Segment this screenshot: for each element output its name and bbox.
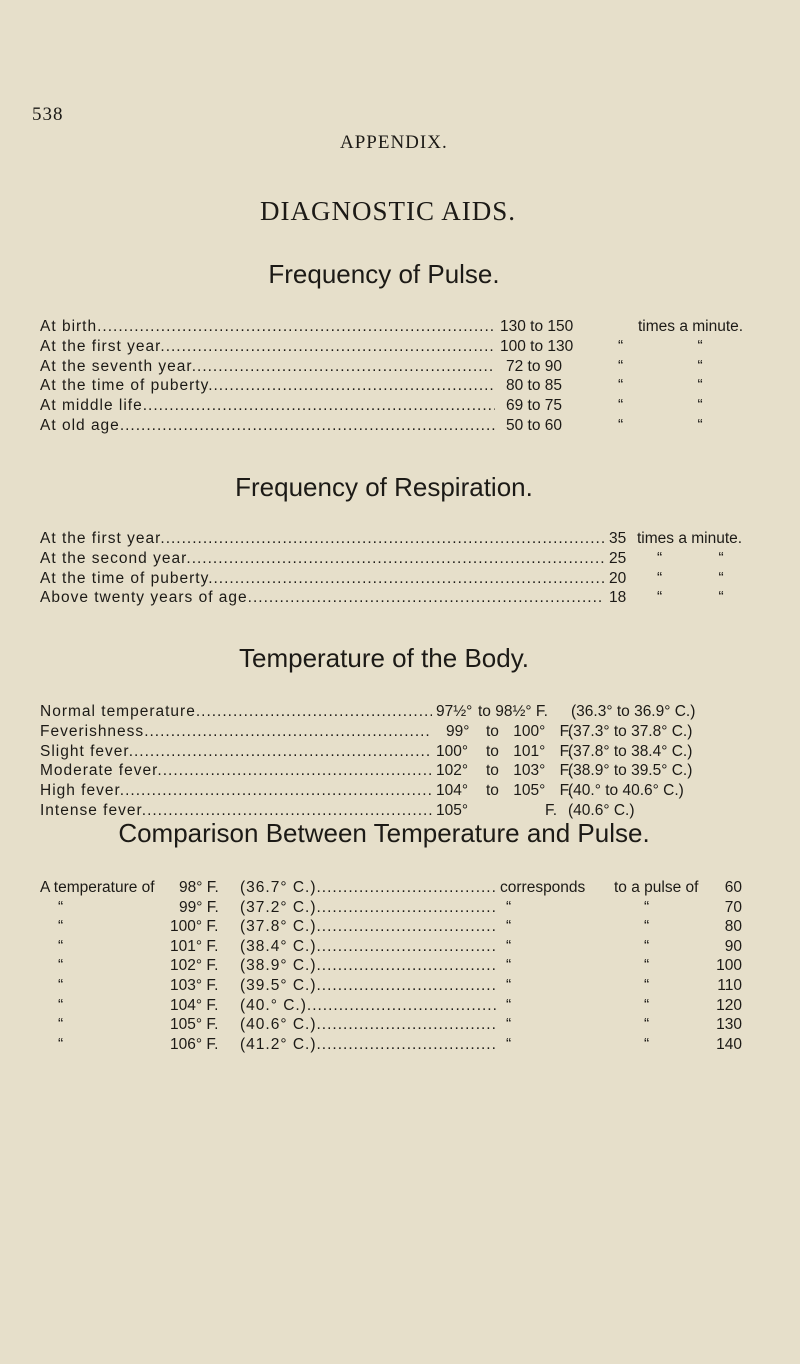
table-row: [40, 762, 800, 782]
page-number: 538: [32, 104, 64, 125]
row-fahrenheit: 100° F.: [170, 918, 219, 936]
row-range: 100 to 130: [500, 337, 574, 355]
row-range: 69 to 75: [506, 397, 563, 415]
table-row: [40, 723, 800, 743]
row-celsius: (41.2° C.): [240, 1035, 317, 1053]
row-mid: “: [644, 898, 650, 916]
row-celsius: (36.3° to 36.9° C.): [571, 703, 696, 720]
table-row: [40, 338, 800, 358]
row-pulse: 130: [716, 1016, 742, 1034]
table-row: [40, 318, 800, 338]
row-value: 20: [609, 569, 627, 587]
temperature-table: [40, 703, 800, 822]
table-row: [40, 938, 800, 958]
table-row: [40, 977, 800, 997]
row-celsius: (38.9° C.): [240, 957, 317, 975]
respiration-section-title: Frequency of Respiration.: [235, 472, 533, 502]
row-fahrenheit: 98° F.: [179, 879, 219, 896]
row-celsius: (37.3° to 37.8° C.): [568, 722, 693, 740]
row-range: 80 to 85: [506, 377, 563, 395]
row-verb: “: [506, 937, 512, 955]
row-from: 104°: [436, 782, 469, 800]
row-mid: to a pulse of: [614, 879, 699, 896]
row-unit: “ “: [657, 549, 724, 567]
row-label: At middle life: [40, 397, 143, 415]
row-verb: “: [506, 957, 512, 975]
main-title: DIAGNOSTIC AIDS.: [259, 196, 516, 226]
row-from: 97½°: [436, 703, 473, 720]
row-lead: “: [58, 996, 64, 1014]
row-to: to 100° F.: [486, 722, 572, 740]
row-fahrenheit: 104° F.: [170, 996, 219, 1014]
row-label: At the time of puberty: [40, 569, 209, 587]
table-row: [40, 1016, 800, 1036]
row-value: 18: [609, 589, 627, 607]
table-row: [40, 377, 800, 397]
table-row: [40, 918, 800, 938]
row-to: to 105° F.: [486, 782, 572, 800]
row-unit: “ “: [618, 416, 703, 434]
table-row: [40, 743, 800, 763]
table-row: [40, 397, 800, 417]
row-lead: “: [58, 976, 64, 994]
row-mid: “: [644, 937, 650, 955]
row-value: 25: [609, 549, 627, 567]
row-fahrenheit: 101° F.: [170, 937, 219, 955]
row-pulse: 110: [717, 976, 742, 994]
row-lead: “: [58, 937, 64, 955]
table-row: [40, 550, 800, 570]
row-label: Intense fever: [40, 801, 142, 819]
row-celsius: (37.2° C.): [240, 898, 317, 916]
row-celsius: (39.5° C.): [240, 976, 317, 994]
running-head: APPENDIX.: [340, 132, 448, 153]
row-label: Moderate fever: [40, 762, 158, 780]
table-row: [40, 997, 800, 1017]
row-fahrenheit: 99° F.: [179, 898, 219, 916]
comparison-table: [40, 879, 800, 1055]
row-verb: “: [506, 976, 512, 994]
table-row: [40, 782, 800, 802]
row-to: to 101° F.: [486, 742, 572, 760]
row-fahrenheit: 103° F.: [170, 976, 219, 994]
row-mid: “: [644, 976, 650, 994]
row-lead: “: [58, 1035, 64, 1053]
row-mid: “: [644, 1035, 650, 1053]
row-lead: “: [58, 957, 64, 975]
row-range: 130 to 150: [500, 318, 574, 335]
row-unit: “ “: [657, 569, 724, 587]
row-mid: “: [644, 918, 650, 936]
row-label: Feverishness: [40, 722, 145, 740]
row-range: 50 to 60: [506, 416, 563, 434]
pulse-section-title: Frequency of Pulse.: [268, 259, 500, 289]
row-celsius: (37.8° to 38.4° C.): [568, 742, 693, 760]
row-from: 105°: [436, 801, 469, 819]
row-celsius: (40.° C.): [240, 996, 307, 1014]
row-label: Above twenty years of age: [40, 589, 248, 607]
row-to: to 103° F.: [486, 762, 572, 780]
row-pulse: 80: [724, 918, 742, 936]
row-from: 99°: [446, 722, 470, 740]
row-pulse: 90: [724, 937, 742, 955]
row-pulse: 140: [716, 1035, 742, 1053]
row-to: to 98½° F.: [478, 703, 548, 720]
table-row: [40, 899, 800, 919]
row-celsius: (38.9° to 39.5° C.): [568, 762, 693, 780]
row-lead: “: [58, 898, 64, 916]
row-lead: “: [58, 918, 64, 936]
table-row: [40, 570, 800, 590]
row-unit: times a minute.: [637, 530, 743, 547]
table-row: [40, 358, 800, 378]
table-row: [40, 530, 800, 550]
table-row: [40, 1036, 800, 1056]
row-celsius: (40.6° C.): [240, 1016, 317, 1034]
row-label: Slight fever: [40, 742, 129, 760]
row-label: Normal temperature: [40, 703, 196, 720]
row-unit: “ “: [618, 337, 703, 355]
table-row: [40, 879, 800, 899]
row-celsius: (38.4° C.): [240, 937, 317, 955]
row-fahrenheit: 102° F.: [170, 957, 219, 975]
row-label: At the first year: [40, 337, 161, 355]
row-celsius: (40.6° C.): [568, 801, 635, 819]
row-fahrenheit: 106° F.: [170, 1035, 219, 1053]
table-row: [40, 417, 800, 437]
row-pulse: 70: [724, 898, 742, 916]
row-label: At birth: [40, 318, 98, 335]
row-fahrenheit: 105° F.: [170, 1016, 219, 1034]
row-verb: “: [506, 918, 512, 936]
row-lead: A temperature of: [40, 879, 155, 896]
row-unit: “ “: [618, 397, 703, 415]
row-unit: “ “: [657, 589, 724, 607]
row-mid: “: [644, 1016, 650, 1034]
table-row: [40, 957, 800, 977]
row-mid: “: [644, 957, 650, 975]
row-value: 35: [609, 530, 627, 547]
row-unit: times a minute.: [638, 318, 744, 335]
row-label: At old age: [40, 416, 120, 434]
row-lead: “: [58, 1016, 64, 1034]
temperature-section-title: Temperature of the Body.: [238, 643, 529, 673]
row-celsius: (36.7° C.): [240, 879, 317, 896]
row-celsius: (37.8° C.): [240, 918, 317, 936]
pulse-table: [40, 318, 800, 437]
row-verb: “: [506, 1016, 512, 1034]
row-verb: “: [506, 996, 512, 1014]
row-label: At the time of puberty: [40, 377, 209, 395]
table-row: [40, 589, 800, 609]
table-row: [40, 703, 800, 723]
row-verb: “: [506, 1035, 512, 1053]
row-to: F.: [545, 801, 558, 819]
row-from: 100°: [436, 742, 469, 760]
row-verb: corresponds: [500, 879, 586, 896]
row-label: High fever: [40, 782, 120, 800]
row-unit: “ “: [618, 377, 703, 395]
comparison-section-title: Comparison Between Temperature and Pulse.: [118, 818, 650, 848]
row-pulse: 120: [716, 996, 742, 1014]
row-pulse: 60: [724, 879, 742, 896]
row-unit: “ “: [618, 357, 703, 375]
row-label: At the second year: [40, 549, 187, 567]
row-mid: “: [644, 996, 650, 1014]
row-pulse: 100: [716, 957, 742, 975]
row-verb: “: [506, 898, 512, 916]
row-label: At the seventh year: [40, 357, 192, 375]
row-range: 72 to 90: [506, 357, 563, 375]
row-label: At the first year: [40, 530, 161, 547]
row-celsius: (40.° to 40.6° C.): [568, 782, 684, 800]
respiration-table: [40, 530, 800, 609]
row-from: 102°: [436, 762, 469, 780]
